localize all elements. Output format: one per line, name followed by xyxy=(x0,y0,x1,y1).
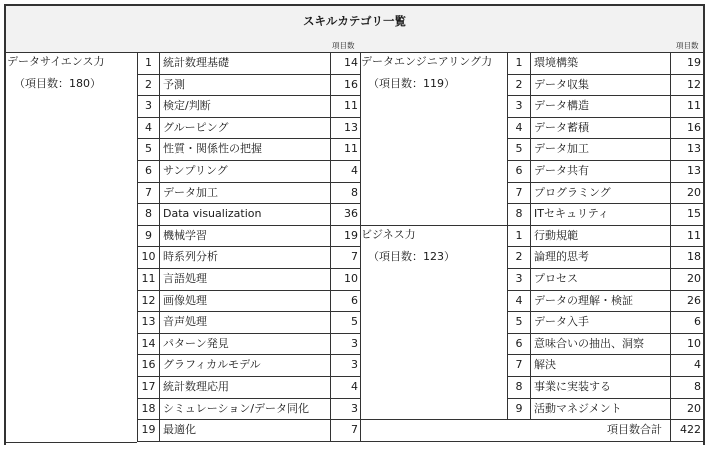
item-name: 最適化 xyxy=(159,419,331,442)
item-count: 5 xyxy=(330,311,361,334)
item-count: 16 xyxy=(670,117,704,140)
item-name: 環境構築 xyxy=(530,52,671,75)
item-count: 19 xyxy=(330,225,361,248)
item-name: シミュレーション/データ同化 xyxy=(159,398,331,421)
item-name: 検定/判断 xyxy=(159,95,331,118)
category-item-count: （項目数：123） xyxy=(368,249,455,263)
category-cell xyxy=(360,225,507,419)
item-name: Data visualization xyxy=(159,203,331,226)
category-item-count: （項目数：119） xyxy=(368,77,455,90)
item-count: 3 xyxy=(330,333,361,356)
item-count: 20 xyxy=(670,182,704,205)
item-number: 18 xyxy=(137,398,160,421)
item-name: 性質・関係性の把握 xyxy=(159,138,331,161)
item-count: 14 xyxy=(330,52,361,75)
item-count: 6 xyxy=(330,290,361,313)
category-name: データサイエンス力 xyxy=(7,55,105,68)
item-number: 6 xyxy=(507,333,531,356)
item-number: 1 xyxy=(507,225,531,248)
item-count: 13 xyxy=(330,117,361,140)
item-count: 8 xyxy=(670,376,704,399)
item-count: 15 xyxy=(670,203,704,226)
item-number: 13 xyxy=(137,311,160,334)
category-name: ビジネス力 xyxy=(361,227,416,241)
item-number: 7 xyxy=(507,182,531,205)
item-number: 2 xyxy=(507,74,531,97)
table-header xyxy=(6,6,703,52)
item-number: 6 xyxy=(507,160,531,183)
category-cell xyxy=(360,52,507,225)
item-number: 8 xyxy=(507,376,531,399)
item-count: 10 xyxy=(670,333,704,356)
item-number: 11 xyxy=(137,268,160,291)
item-number: 5 xyxy=(137,138,160,161)
item-name: 事業に実装する xyxy=(530,376,671,399)
item-count: 11 xyxy=(670,95,704,118)
item-name: 活動マネジメント xyxy=(530,398,671,421)
item-name: データ収集 xyxy=(530,74,671,97)
divider xyxy=(6,442,137,443)
item-number: 3 xyxy=(137,95,160,118)
item-count: 20 xyxy=(670,268,704,291)
item-name: 機械学習 xyxy=(159,225,331,248)
item-count: 8 xyxy=(330,182,361,205)
item-name: 統計数理応用 xyxy=(159,376,331,399)
item-name: グルーピング xyxy=(159,117,331,140)
item-count: 6 xyxy=(670,311,704,334)
item-number: 7 xyxy=(507,354,531,377)
item-name: データの理解・検証 xyxy=(530,290,671,313)
item-number: 5 xyxy=(507,311,531,334)
item-name: 意味合いの抽出、洞察 xyxy=(530,333,671,356)
item-number: 6 xyxy=(137,160,160,183)
item-number: 8 xyxy=(137,203,160,226)
item-name: 統計数理基礎 xyxy=(159,52,331,75)
item-number: 9 xyxy=(507,398,531,421)
category-item-count: （項目数：180） xyxy=(14,77,101,90)
item-count: 18 xyxy=(670,246,704,269)
item-name: データ入手 xyxy=(530,311,671,334)
item-name: サンプリング xyxy=(159,160,331,183)
item-number: 8 xyxy=(507,203,531,226)
category-name: データエンジニアリング力 xyxy=(361,55,493,68)
item-name: データ加工 xyxy=(159,182,331,205)
item-name: 論理的思考 xyxy=(530,246,671,269)
item-name: 予測 xyxy=(159,74,331,97)
item-number: 1 xyxy=(507,52,531,75)
item-number: 16 xyxy=(137,354,160,377)
item-count: 4 xyxy=(330,376,361,399)
item-name: データ構造 xyxy=(530,95,671,118)
item-name: 言語処理 xyxy=(159,268,331,291)
item-number: 10 xyxy=(137,246,160,269)
item-number: 4 xyxy=(507,117,531,140)
item-number: 5 xyxy=(507,138,531,161)
skill-category-table xyxy=(4,4,705,445)
item-name: データ蓄積 xyxy=(530,117,671,140)
item-name: 解決 xyxy=(530,354,671,377)
item-number: 14 xyxy=(137,333,160,356)
item-count: 16 xyxy=(330,74,361,97)
category-cell xyxy=(6,52,137,454)
item-count: 11 xyxy=(330,95,361,118)
total-label: 項目数合計 xyxy=(360,419,671,442)
item-count: 11 xyxy=(670,225,704,248)
count-header-left: 項目数 xyxy=(332,41,355,50)
item-number: 3 xyxy=(507,268,531,291)
total-value: 422 xyxy=(670,419,704,442)
item-number: 1 xyxy=(137,52,160,75)
item-count: 3 xyxy=(330,354,361,377)
item-name: プロセス xyxy=(530,268,671,291)
count-header-right: 項目数 xyxy=(676,41,699,50)
item-count: 4 xyxy=(330,160,361,183)
item-number: 3 xyxy=(507,95,531,118)
item-name: データ共有 xyxy=(530,160,671,183)
item-name: データ加工 xyxy=(530,138,671,161)
item-count: 20 xyxy=(670,398,704,421)
item-number: 12 xyxy=(137,290,160,313)
table-title: スキルカテゴリ一覧 xyxy=(303,14,406,28)
item-name: グラフィカルモデル xyxy=(159,354,331,377)
item-name: プログラミング xyxy=(530,182,671,205)
item-count: 26 xyxy=(670,290,704,313)
item-count: 11 xyxy=(330,138,361,161)
item-name: パターン発見 xyxy=(159,333,331,356)
item-number: 17 xyxy=(137,376,160,399)
item-count: 12 xyxy=(670,74,704,97)
item-number: 2 xyxy=(137,74,160,97)
item-number: 4 xyxy=(137,117,160,140)
item-count: 19 xyxy=(670,52,704,75)
item-number: 2 xyxy=(507,246,531,269)
item-count: 13 xyxy=(670,138,704,161)
item-count: 4 xyxy=(670,354,704,377)
item-count: 3 xyxy=(330,398,361,421)
item-name: 時系列分析 xyxy=(159,246,331,269)
item-count: 13 xyxy=(670,160,704,183)
item-count: 7 xyxy=(330,246,361,269)
item-number: 19 xyxy=(137,419,160,442)
item-number: 7 xyxy=(137,182,160,205)
item-name: 行動規範 xyxy=(530,225,671,248)
item-number: 4 xyxy=(507,290,531,313)
item-name: 画像処理 xyxy=(159,290,331,313)
item-count: 36 xyxy=(330,203,361,226)
item-name: 音声処理 xyxy=(159,311,331,334)
item-name: ITセキュリティ xyxy=(530,203,671,226)
item-number: 9 xyxy=(137,225,160,248)
item-count: 7 xyxy=(330,419,361,442)
item-count: 10 xyxy=(330,268,361,291)
